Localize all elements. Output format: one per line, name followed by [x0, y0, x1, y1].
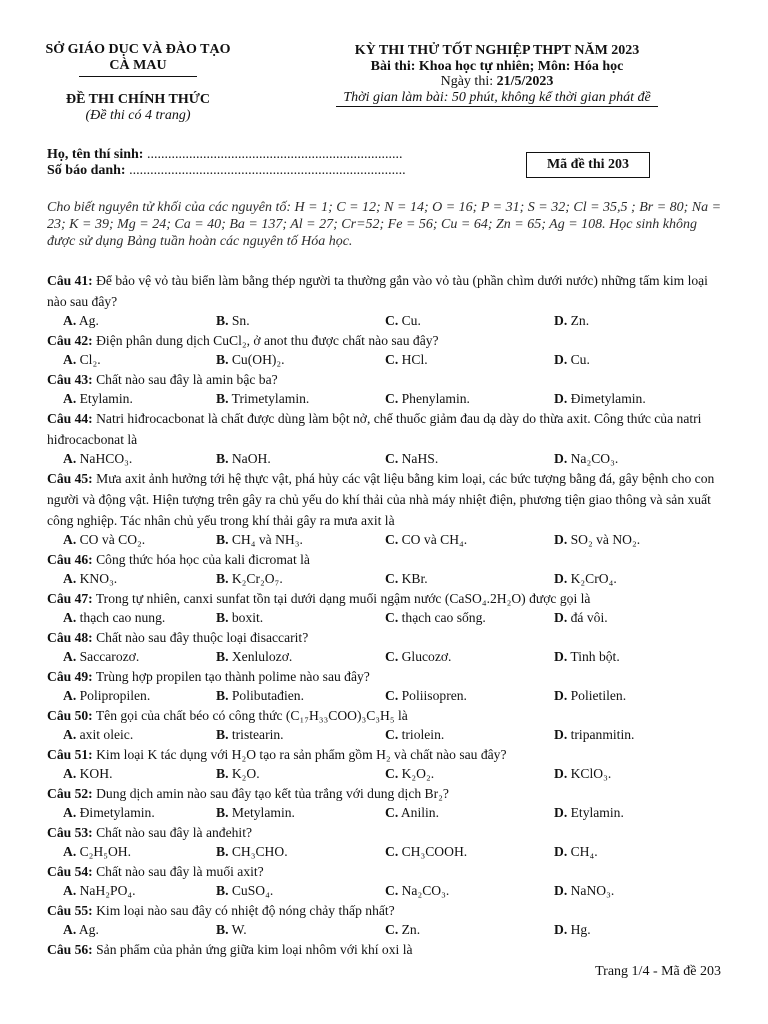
option-text: K₂CrO₄.: [567, 571, 617, 586]
option-letter: D.: [554, 610, 568, 625]
question-text: Chất nào sau đây là amin bậc ba?: [92, 372, 278, 387]
question-item: [47, 666, 723, 705]
option-text: CH₄.: [567, 844, 598, 859]
question-text: Chất nào sau đây là anđehit?: [92, 825, 252, 840]
answer-option: [385, 843, 467, 861]
answer-options: [47, 882, 723, 900]
question-item: [47, 705, 723, 744]
question-list: [47, 270, 723, 960]
answer-option: [216, 726, 284, 744]
answer-options: [47, 351, 723, 369]
option-text: Đimetylamin.: [567, 391, 646, 406]
answer-option: [385, 726, 444, 744]
option-letter: B.: [216, 532, 229, 547]
divider: [336, 106, 658, 107]
question-stem: [47, 666, 723, 687]
option-letter: C.: [385, 649, 399, 664]
option-letter: B.: [216, 571, 229, 586]
question-text: Natri hiđrocacbonat là chất được dùng làm bột nở, chế thuốc giảm đau dạ dày do thừa axit. Công thức của natri hiđrocacbonat là: [47, 411, 702, 447]
option-text: NaOH.: [228, 451, 271, 466]
answer-option: [554, 570, 617, 588]
option-letter: B.: [216, 649, 229, 664]
question-item: [47, 822, 723, 861]
option-text: đá vôi.: [567, 610, 608, 625]
option-letter: A.: [63, 391, 77, 406]
option-text: thạch cao sống.: [398, 610, 486, 625]
option-letter: B.: [216, 313, 229, 328]
page-count-note: (Đề thi có 4 trang): [85, 108, 191, 123]
option-letter: A.: [63, 451, 77, 466]
option-letter: B.: [216, 766, 229, 781]
answer-option: [554, 450, 618, 468]
option-text: NaNO₃.: [567, 883, 615, 898]
option-text: boxit.: [228, 610, 264, 625]
candidate-info: [47, 147, 406, 179]
answer-option: [554, 687, 626, 705]
question-text: Công thức hóa học của kali đicromat là: [92, 552, 310, 567]
answer-option: [63, 609, 165, 627]
option-text: HCl.: [398, 352, 428, 367]
option-text: NaHCO₃.: [76, 451, 133, 466]
question-number: Câu 55:: [47, 903, 93, 918]
option-letter: B.: [216, 844, 229, 859]
option-letter: C.: [385, 766, 399, 781]
answer-option: [63, 570, 117, 588]
option-text: Ag.: [76, 922, 99, 937]
question-text: Chất nào sau đây thuộc loại đisaccarit?: [92, 630, 309, 645]
answer-option: [216, 804, 295, 822]
option-text: tristearin.: [228, 727, 284, 742]
option-letter: A.: [63, 610, 77, 625]
option-text: K₂O₂.: [398, 766, 435, 781]
option-text: Zn.: [567, 313, 590, 328]
exam-date: [318, 74, 676, 90]
option-text: Zn.: [398, 922, 421, 937]
option-letter: A.: [63, 805, 77, 820]
candidate-id-dots: ...............................................................................: [125, 163, 406, 178]
option-text: Cu(OH)₂.: [228, 352, 285, 367]
option-letter: B.: [216, 883, 229, 898]
option-letter: D.: [554, 352, 568, 367]
exam-title: KỲ THI THỬ TỐT NGHIỆP THPT NĂM 2023: [354, 43, 640, 58]
exam-subject: Bài thi: Khoa học tự nhiên; Môn: Hóa học: [370, 58, 624, 74]
question-stem: [47, 408, 723, 450]
option-text: KNO₃.: [76, 571, 118, 586]
answer-option: [216, 843, 288, 861]
option-text: Etylamin.: [567, 805, 624, 820]
answer-option: [63, 726, 133, 744]
option-text: axit oleic.: [76, 727, 134, 742]
question-stem: [47, 861, 723, 882]
answer-option: [216, 648, 292, 666]
question-number: Câu 49:: [47, 669, 93, 684]
answer-option: [554, 726, 634, 744]
answer-options: [47, 843, 723, 861]
option-text: Glucozơ.: [398, 649, 452, 664]
candidate-id-label: Số báo danh:: [47, 163, 126, 178]
answer-options: [47, 726, 723, 744]
option-letter: D.: [554, 688, 568, 703]
option-text: Poliisopren.: [398, 688, 467, 703]
option-text: CH₃COOH.: [398, 844, 468, 859]
candidate-name-line: [47, 147, 406, 163]
option-letter: D.: [554, 844, 568, 859]
option-text: Hg.: [567, 922, 591, 937]
option-text: K₂Cr₂O₇.: [228, 571, 283, 586]
option-letter: D.: [554, 883, 568, 898]
question-item: [47, 939, 723, 960]
option-letter: C.: [385, 352, 399, 367]
option-text: SO₂ và NO₂.: [567, 532, 641, 547]
answer-options: [47, 921, 723, 939]
option-text: Polipropilen.: [76, 688, 151, 703]
answer-option: [63, 390, 133, 408]
option-letter: A.: [63, 727, 77, 742]
candidate-id-line: [47, 163, 406, 179]
question-item: [47, 408, 723, 468]
question-number: Câu 53:: [47, 825, 93, 840]
answer-option: [216, 351, 285, 369]
question-item: [47, 549, 723, 588]
answer-option: [63, 882, 136, 900]
option-letter: D.: [554, 532, 568, 547]
option-letter: D.: [554, 451, 568, 466]
option-letter: A.: [63, 571, 77, 586]
option-text: Đimetylamin.: [76, 805, 155, 820]
answer-option: [63, 921, 99, 939]
answer-option: [385, 687, 467, 705]
option-text: CuSO₄.: [228, 883, 274, 898]
option-text: triolein.: [398, 727, 445, 742]
question-text: Chất nào sau đây là muối axit?: [92, 864, 264, 879]
option-letter: B.: [216, 922, 229, 937]
question-number: Câu 43:: [47, 372, 93, 387]
option-letter: B.: [216, 451, 229, 466]
option-letter: A.: [63, 922, 77, 937]
question-text: Để bảo vệ vỏ tàu biển làm bằng thép người ta thường gắn vào vỏ tàu (phần chìm dưới nước) những tấm kim loại nào sau đây?: [47, 273, 708, 309]
question-text: Kim loại nào sau đây có nhiệt độ nóng chảy thấp nhất?: [92, 903, 395, 918]
exam-duration: Thời gian làm bài: 50 phút, không kể thời gian phát đề: [343, 89, 651, 105]
option-text: thạch cao nung.: [76, 610, 166, 625]
question-stem: [47, 549, 723, 570]
option-text: Tinh bột.: [567, 649, 620, 664]
date-value: 21/5/2023: [496, 74, 554, 89]
divider: [79, 76, 197, 77]
answer-option: [385, 390, 470, 408]
answer-option: [63, 843, 131, 861]
option-letter: A.: [63, 883, 77, 898]
question-item: [47, 783, 723, 822]
option-text: Anilin.: [398, 805, 440, 820]
option-letter: C.: [385, 922, 399, 937]
answer-option: [63, 804, 155, 822]
question-item: [47, 468, 723, 549]
option-letter: D.: [554, 805, 568, 820]
option-letter: B.: [216, 805, 229, 820]
question-number: Câu 50:: [47, 708, 93, 723]
option-letter: C.: [385, 688, 399, 703]
question-item: [47, 369, 723, 408]
answer-option: [63, 687, 150, 705]
answer-options: [47, 450, 723, 468]
question-stem: [47, 330, 723, 351]
answer-option: [385, 921, 420, 939]
option-text: Metylamin.: [228, 805, 295, 820]
candidate-name-label: Họ, tên thí sinh:: [47, 147, 144, 162]
option-text: Trimetylamin.: [228, 391, 310, 406]
option-text: Ag.: [76, 313, 99, 328]
option-letter: C.: [385, 451, 399, 466]
exam-type: ĐỀ THI CHÍNH THỨC: [65, 92, 211, 107]
question-text: Trùng hợp propilen tạo thành polime nào sau đây?: [92, 669, 370, 684]
answer-option: [554, 765, 611, 783]
answer-option: [385, 531, 467, 549]
answer-option: [554, 312, 589, 330]
option-text: Cu.: [398, 313, 421, 328]
option-text: KOH.: [76, 766, 113, 781]
option-text: CH₄ và NH₃.: [228, 532, 303, 547]
question-item: [47, 588, 723, 627]
question-text: Tên gọi của chất béo có công thức (C₁₇H₃₃COO)₃C₃H₅ là: [92, 708, 408, 723]
answer-option: [216, 570, 283, 588]
answer-option: [554, 804, 624, 822]
question-stem: [47, 705, 723, 726]
answer-option: [385, 765, 434, 783]
option-text: CO và CO₂.: [76, 532, 146, 547]
answer-option: [385, 609, 486, 627]
option-letter: A.: [63, 532, 77, 547]
date-label: Ngày thi:: [440, 74, 497, 89]
option-text: Sn.: [228, 313, 250, 328]
question-number: Câu 56:: [47, 942, 93, 957]
question-number: Câu 45:: [47, 471, 93, 486]
answer-option: [554, 390, 646, 408]
answer-option: [554, 351, 590, 369]
option-text: Xenlulozơ.: [228, 649, 293, 664]
question-number: Câu 42:: [47, 333, 93, 348]
answer-options: [47, 648, 723, 666]
option-letter: D.: [554, 766, 568, 781]
question-item: [47, 270, 723, 330]
option-letter: C.: [385, 883, 399, 898]
option-text: Saccarozơ.: [76, 649, 140, 664]
question-item: [47, 627, 723, 666]
question-stem: [47, 588, 723, 609]
option-text: Etylamin.: [76, 391, 133, 406]
option-text: Na₂CO₃.: [398, 883, 450, 898]
answer-option: [385, 312, 421, 330]
option-text: NaH₂PO₄.: [76, 883, 136, 898]
answer-options: [47, 687, 723, 705]
answer-options: [47, 570, 723, 588]
option-letter: D.: [554, 922, 568, 937]
question-item: [47, 900, 723, 939]
option-text: CO và CH₄.: [398, 532, 468, 547]
header-right: [318, 43, 676, 107]
answer-option: [216, 390, 309, 408]
option-letter: C.: [385, 571, 399, 586]
answer-option: [216, 765, 260, 783]
answer-option: [216, 531, 303, 549]
question-stem: [47, 783, 723, 804]
answer-option: [63, 312, 99, 330]
question-text: Dung dịch amin nào sau đây tạo kết tủa trắng với dung dịch Br₂?: [92, 786, 449, 801]
answer-option: [216, 609, 263, 627]
answer-option: [216, 312, 250, 330]
answer-option: [554, 921, 591, 939]
option-letter: D.: [554, 649, 568, 664]
question-item: [47, 744, 723, 783]
option-text: W.: [228, 922, 247, 937]
option-letter: C.: [385, 313, 399, 328]
answer-option: [63, 531, 145, 549]
option-text: tripanmitin.: [567, 727, 635, 742]
option-text: K₂O.: [228, 766, 260, 781]
answer-option: [216, 687, 304, 705]
header-left: [20, 42, 256, 124]
answer-option: [554, 882, 614, 900]
option-letter: D.: [554, 571, 568, 586]
option-letter: D.: [554, 727, 568, 742]
option-text: C₂H₅OH.: [76, 844, 132, 859]
answer-option: [63, 450, 132, 468]
answer-option: [63, 648, 139, 666]
atomic-mass-intro: Cho biết nguyên tử khối của các nguyên tố: H = 1; C = 12; N = 14; O = 16; P = 31; S = 32; Cl = 35,5 ; Br = 80; Na = 23; K = 39; Mg = 24; Ca = 40; Ba = 137; Al = 27; Cr=52; Fe = 56; Cu = 64; Zn = 65; Ag = 108. Học sinh không được sử dụng Bảng tuần hoàn các nguyên tố Hóa học.: [47, 200, 722, 249]
option-text: Phenylamin.: [398, 391, 470, 406]
answer-options: [47, 804, 723, 822]
option-text: Polietilen.: [567, 688, 627, 703]
option-text: Polibutađien.: [228, 688, 304, 703]
option-letter: C.: [385, 391, 399, 406]
option-letter: B.: [216, 688, 229, 703]
question-number: Câu 44:: [47, 411, 93, 426]
question-number: Câu 41:: [47, 273, 93, 288]
question-number: Câu 47:: [47, 591, 93, 606]
answer-option: [385, 648, 451, 666]
question-number: Câu 52:: [47, 786, 93, 801]
question-text: Kim loại K tác dụng với H₂O tạo ra sản phẩm gồm H₂ và chất nào sau đây?: [92, 747, 507, 762]
question-number: Câu 48:: [47, 630, 93, 645]
option-letter: A.: [63, 352, 77, 367]
answer-option: [385, 450, 438, 468]
option-letter: B.: [216, 727, 229, 742]
question-stem: [47, 744, 723, 765]
answer-option: [216, 921, 247, 939]
option-text: KBr.: [398, 571, 428, 586]
department-name: SỞ GIÁO DỤC VÀ ĐÀO TẠO: [45, 42, 231, 57]
answer-option: [63, 351, 101, 369]
question-text: Điện phân dung dịch CuCl₂, ở anot thu được chất nào sau đây?: [92, 333, 439, 348]
question-number: Câu 54:: [47, 864, 93, 879]
answer-options: [47, 531, 723, 549]
answer-option: [216, 450, 271, 468]
option-letter: B.: [216, 610, 229, 625]
candidate-name-dots: .........................................................................: [143, 147, 403, 162]
option-text: Na₂CO₃.: [567, 451, 619, 466]
option-letter: D.: [554, 313, 568, 328]
answer-option: [63, 765, 112, 783]
option-text: CH₃CHO.: [228, 844, 288, 859]
option-text: KClO₃.: [567, 766, 612, 781]
option-letter: C.: [385, 727, 399, 742]
option-text: NaHS.: [398, 451, 439, 466]
province-name: CÀ MAU: [109, 58, 167, 73]
answer-option: [554, 648, 620, 666]
answer-option: [216, 882, 273, 900]
question-number: Câu 46:: [47, 552, 93, 567]
option-letter: C.: [385, 844, 399, 859]
option-letter: D.: [554, 391, 568, 406]
answer-option: [554, 843, 598, 861]
answer-option: [554, 531, 640, 549]
answer-option: [385, 351, 428, 369]
exam-code-box: Mã đề thi 203: [526, 152, 650, 178]
question-stem: [47, 822, 723, 843]
answer-option: [385, 882, 449, 900]
answer-options: [47, 609, 723, 627]
option-letter: B.: [216, 352, 229, 367]
question-number: Câu 51:: [47, 747, 93, 762]
question-stem: [47, 627, 723, 648]
question-text: Sản phẩm của phản ứng giữa kim loại nhôm với khí oxi là: [92, 942, 413, 957]
question-text: Mưa axit ảnh hưởng tới hệ thực vật, phá hủy các vật liệu bằng kim loại, các bức tượng bằng đá, gây bệnh cho con người và động vật. Hiện tượng trên gây ra chủ yếu do khí thải của nhà máy nhiệt điện, phương tiện giao thông và sản xuất công nghiệp. Tác nhân chủ yếu trong khí thải gây ra mưa axit là: [47, 471, 715, 528]
option-letter: A.: [63, 844, 77, 859]
answer-option: [385, 804, 439, 822]
question-item: [47, 330, 723, 369]
question-stem: [47, 939, 723, 960]
question-stem: [47, 468, 723, 531]
option-letter: C.: [385, 805, 399, 820]
option-text: Cu.: [567, 352, 590, 367]
answer-options: [47, 390, 723, 408]
option-letter: A.: [63, 766, 77, 781]
answer-option: [554, 609, 608, 627]
question-stem: [47, 369, 723, 390]
answer-options: [47, 765, 723, 783]
answer-option: [385, 570, 428, 588]
option-letter: B.: [216, 391, 229, 406]
page-footer: Trang 1/4 - Mã đề 203: [595, 964, 721, 979]
option-text: Cl₂.: [76, 352, 101, 367]
option-letter: C.: [385, 532, 399, 547]
option-letter: C.: [385, 610, 399, 625]
question-stem: [47, 900, 723, 921]
option-letter: A.: [63, 688, 77, 703]
option-letter: A.: [63, 313, 77, 328]
question-item: [47, 861, 723, 900]
question-stem: [47, 270, 723, 312]
question-text: Trong tự nhiên, canxi sunfat tồn tại dưới dạng muối ngậm nước (CaSO₄.2H₂O) được gọi là: [92, 591, 591, 606]
option-letter: A.: [63, 649, 77, 664]
answer-options: [47, 312, 723, 330]
